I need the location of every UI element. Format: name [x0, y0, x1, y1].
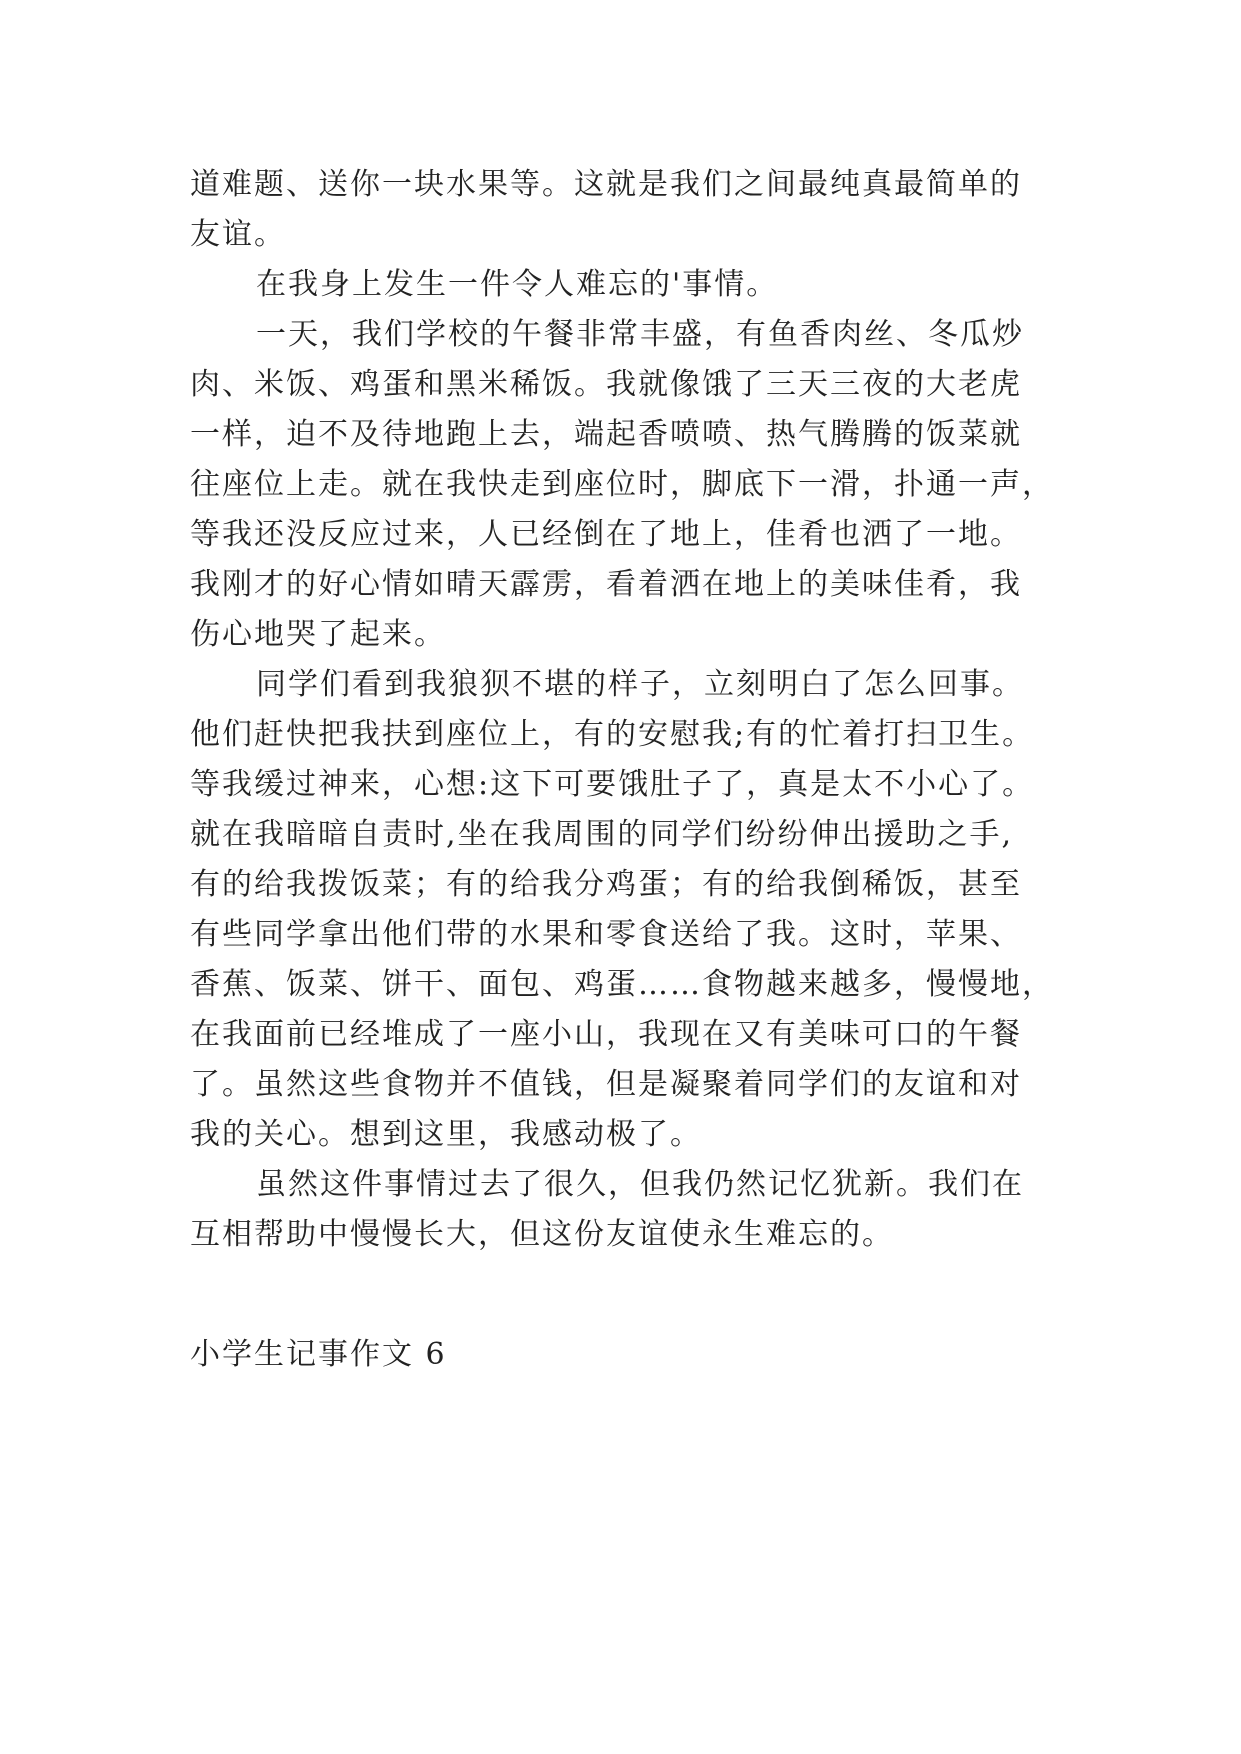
text-line: 我刚才的好心情如晴天霹雳，看着洒在地上的美味佳肴，我	[190, 567, 1022, 602]
text-line: 往座位上走。就在我快走到座位时，脚底下一滑，扑通一声，	[190, 467, 1054, 502]
text-line: 肉、米饭、鸡蛋和黑米稀饭。我就像饿了三天三夜的大老虎	[190, 367, 1022, 402]
section-heading: 小学生记事作文 6	[190, 1337, 447, 1372]
text-line: 同学们看到我狼狈不堪的样子，立刻明白了怎么回事。	[256, 667, 1024, 702]
text-line: 等我还没反应过来，人已经倒在了地上，佳肴也洒了一地。	[190, 517, 1022, 552]
text-line: 他们赶快把我扶到座位上，有的安慰我;有的忙着打扫卫生。	[190, 717, 1035, 752]
text-line: 有的给我拨饭菜；有的给我分鸡蛋；有的给我倒稀饭，甚至	[190, 867, 1022, 902]
text-line: 伤心地哭了起来。	[190, 617, 446, 652]
text-line: 虽然这件事情过去了很久，但我仍然记忆犹新。我们在	[256, 1167, 1024, 1202]
text-line: 就在我暗暗自责时,坐在我周围的同学们纷纷伸出援助之手,	[190, 817, 1014, 852]
text-line: 了。虽然这些食物并不值钱，但是凝聚着同学们的友谊和对	[190, 1067, 1022, 1102]
text-line: 等我缓过神来，心想:这下可要饿肚子了，真是太不小心了。	[190, 767, 1035, 802]
text-line: 香蕉、饭菜、饼干、面包、鸡蛋……食物越来越多，慢慢地，	[190, 967, 1054, 1002]
text-line: 道难题、送你一块水果等。这就是我们之间最纯真最简单的	[190, 167, 1022, 202]
text-line: 我的关心。想到这里，我感动极了。	[190, 1117, 702, 1152]
text-line: 一样，迫不及待地跑上去，端起香喷喷、热气腾腾的饭菜就	[190, 417, 1022, 452]
text-line: 一天，我们学校的午餐非常丰盛，有鱼香肉丝、冬瓜炒	[256, 317, 1024, 352]
text-line: 友谊。	[190, 217, 286, 252]
section-gap	[190, 1260, 1060, 1330]
text-line: 在我面前已经堆成了一座小山，我现在又有美味可口的午餐	[190, 1017, 1022, 1052]
document-body	[190, 160, 1060, 1380]
text-line: 有些同学拿出他们带的水果和零食送给了我。这时，苹果、	[190, 917, 1022, 952]
text-line: 在我身上发生一件令人难忘的'事情。	[256, 267, 779, 302]
text-line: 互相帮助中慢慢长大，但这份友谊使永生难忘的。	[190, 1217, 894, 1252]
